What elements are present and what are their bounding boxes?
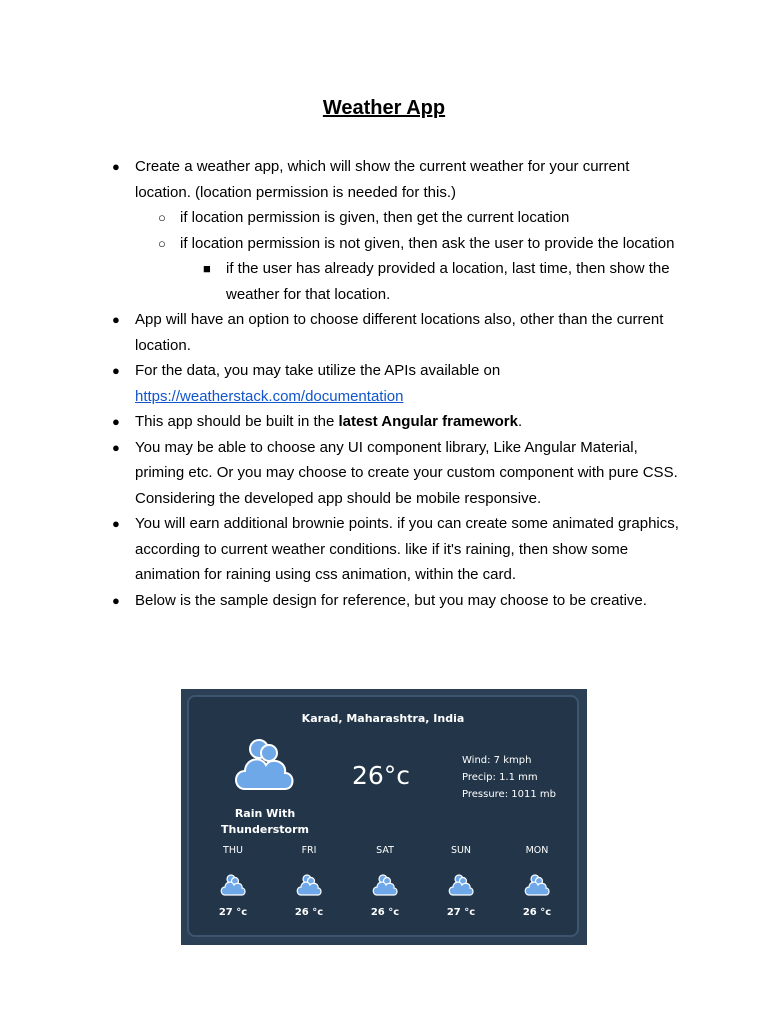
precip-value: Precip: 1.1 mm (462, 772, 538, 783)
forecast-temperature: 27 °c (218, 907, 248, 918)
forecast-day (507, 845, 567, 918)
location-label: Karad, Maharashtra, India (301, 712, 465, 725)
list-item (0, 409, 680, 435)
rain-cloud-icon (231, 735, 297, 795)
rain-cloud-icon (523, 873, 551, 897)
forecast-temperature: 27 °c (446, 907, 476, 918)
list-item-text: Create a weather app, which will show the current weather for your current location. (location permission is needed for this.) (135, 158, 630, 201)
bullet-icon: ● (112, 439, 120, 455)
framework-emphasis: latest Angular framework (338, 413, 518, 430)
forecast-day (355, 845, 415, 918)
bullet-icon: ■ (203, 261, 211, 276)
list-item-text: Below is the sample design for reference, but you may choose to be creative. (135, 591, 647, 609)
forecast-row (189, 845, 577, 935)
list-item (0, 307, 680, 358)
forecast-day-name: MON (525, 845, 549, 856)
rain-cloud-icon (219, 873, 247, 897)
pressure-value: Pressure: 1011 mb (462, 789, 556, 800)
list-item-text: This app should be built in the (135, 413, 335, 430)
rain-cloud-icon (295, 873, 323, 897)
forecast-day-name: SUN (450, 845, 472, 856)
list-item (0, 205, 680, 231)
weather-details (462, 752, 556, 803)
requirements-list (0, 154, 768, 613)
forecast-day (203, 845, 263, 918)
forecast-day-name: FRI (301, 845, 317, 856)
page-title: Weather App (322, 97, 446, 119)
forecast-temperature: 26 °c (522, 907, 552, 918)
list-item (0, 154, 680, 205)
forecast-day (279, 845, 339, 918)
rain-cloud-icon (447, 873, 475, 897)
list-item (0, 256, 680, 307)
rain-cloud-icon (371, 873, 399, 897)
list-item-text: App will have an option to choose different locations also, other than the current location. (135, 311, 664, 354)
forecast-temperature: 26 °c (370, 907, 400, 918)
bullet-icon: ● (112, 516, 120, 531)
list-item (0, 435, 680, 512)
bullet-icon: ○ (158, 235, 166, 251)
list-item-text: You will earn additional brownie points. if you can create some animated graphics, according to current weather conditions. like if it's raining, then show some animation for raining using css animation, within the card. (135, 515, 679, 583)
condition-label: Rain With Thunderstorm (220, 807, 309, 836)
weather-card (187, 695, 579, 937)
wind-value: Wind: 7 kmph (462, 755, 532, 766)
list-item (0, 511, 680, 588)
bullet-icon: ● (112, 159, 120, 174)
current-temperature: 26°c (352, 761, 411, 790)
forecast-temperature: 26 °c (294, 907, 324, 918)
list-item-text: if location permission is not given, then ask the user to provide the location (180, 234, 675, 252)
bullet-icon: ● (112, 363, 120, 378)
bullet-icon: ● (112, 592, 120, 608)
weatherstack-docs-link[interactable]: https://weatherstack.com/documentation (135, 387, 404, 405)
bullet-icon: ● (112, 312, 120, 327)
forecast-day (431, 845, 491, 918)
bullet-icon: ● (112, 414, 120, 429)
list-item (0, 358, 680, 409)
list-item-text: You may be able to choose any UI component library, Like Angular Material, priming etc. Or you may choose to create your custom component with pure CSS. Considering the developed app should be mobile responsive. (135, 438, 678, 507)
list-item (0, 231, 680, 257)
list-item-text: if location permission is given, then get the current location (180, 209, 570, 226)
list-item-text: if the user has already provided a location, last time, then show the weather for that location. (226, 260, 670, 303)
list-item (0, 588, 680, 614)
forecast-day-name: THU (223, 845, 243, 856)
bullet-icon: ○ (158, 210, 166, 225)
list-item-text: For the data, you may take utilize the APIs available on (135, 362, 501, 379)
list-item-suffix: . (517, 413, 523, 430)
forecast-day-name: SAT (376, 845, 394, 856)
weather-card-image (181, 689, 587, 945)
